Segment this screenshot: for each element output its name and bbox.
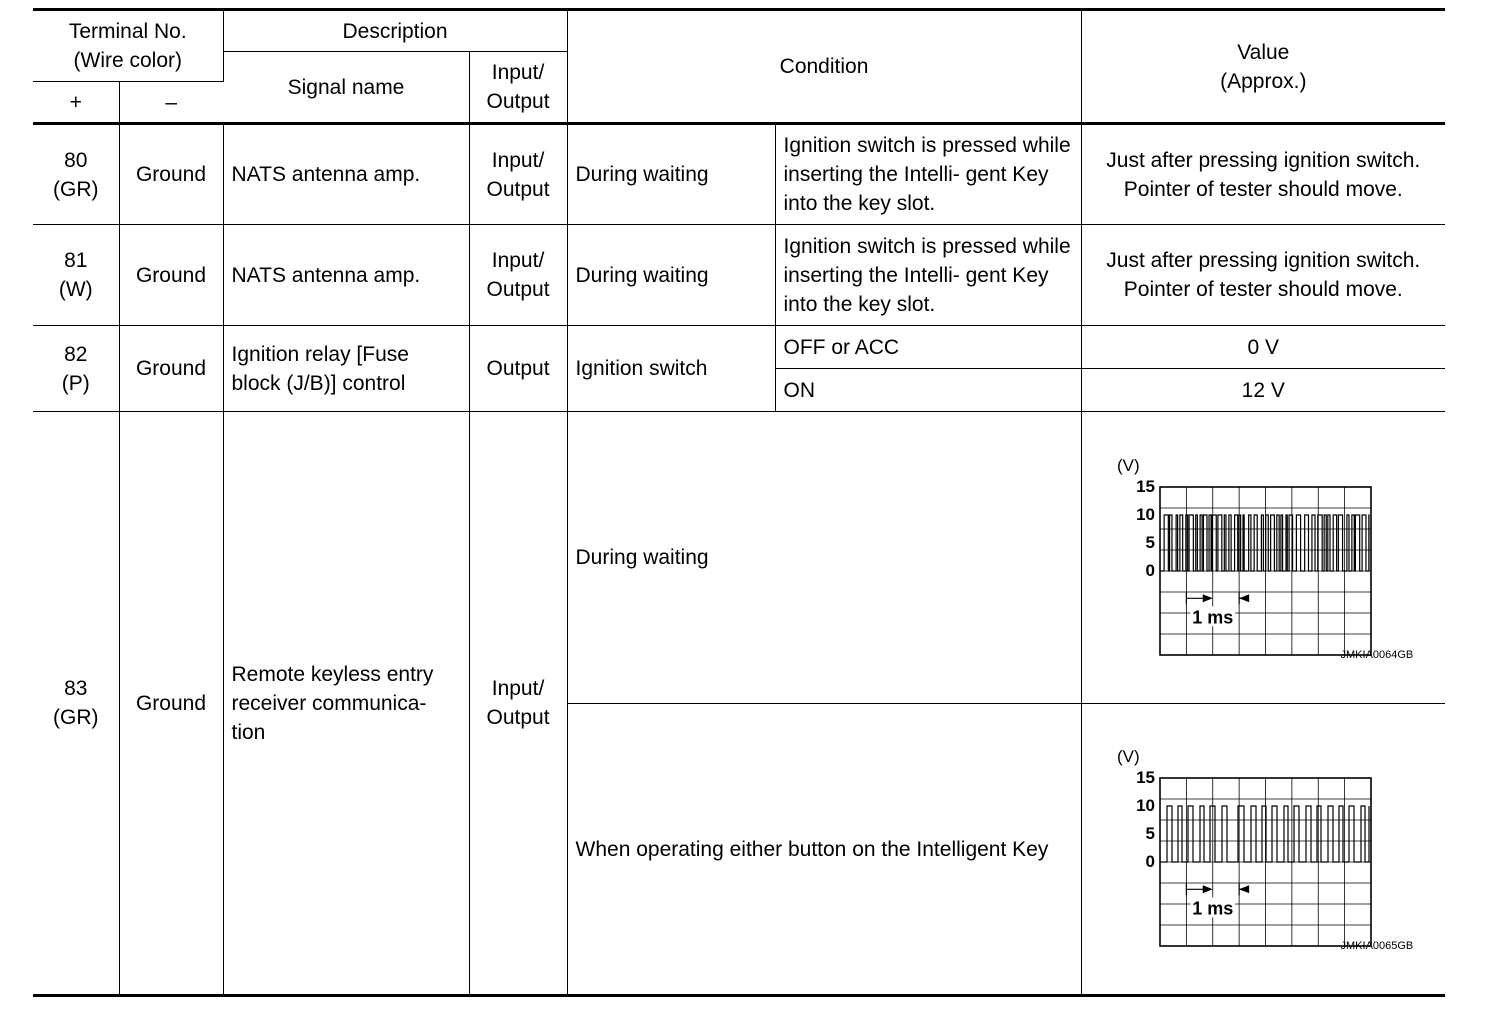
io-cell: Input/ Output — [469, 412, 567, 996]
waveform-chart — [1113, 744, 1413, 954]
wire-color: (GR) — [53, 177, 99, 201]
header-input-output: Input/ Output — [469, 52, 567, 124]
header-value-label: Value — [1237, 40, 1290, 64]
terminal-spec-table — [33, 8, 1445, 997]
y-axis-label: (V) — [1117, 455, 1140, 475]
condition-cell: Ignition switch — [567, 326, 775, 412]
signal-name-cell: NATS antenna amp. — [223, 225, 469, 326]
wire-color: (P) — [61, 371, 90, 395]
y-tick-label: 15 — [1136, 768, 1156, 787]
condition-detail-cell: ON — [775, 369, 1081, 412]
figure-id: JMKIA0064GB — [1340, 648, 1414, 661]
scale-arrowhead — [1203, 594, 1213, 602]
y-tick-label: 0 — [1145, 852, 1156, 871]
condition-detail-cell: Ignition switch is pressed while inserting the Intelli- gent Key into the key slot. — [775, 225, 1081, 326]
time-scale-label: 1 ms — [1192, 606, 1234, 627]
wire-color: (W) — [58, 278, 93, 301]
value-cell: Just after pressing ignition switch. Pointer of tester should move. — [1081, 124, 1445, 225]
table-row — [33, 412, 1445, 704]
header-signal-name: Signal name — [223, 52, 469, 124]
terminal-number: 81 — [64, 249, 88, 272]
condition-cell: During waiting — [567, 412, 1081, 704]
scale-arrowhead — [1203, 885, 1213, 893]
figure-id: JMKIA0065GB — [1340, 940, 1414, 952]
signal-name-cell: NATS antenna amp. — [223, 124, 469, 225]
y-tick-label: 10 — [1136, 504, 1156, 524]
header-description: Description — [223, 10, 567, 52]
header-value — [1081, 10, 1445, 124]
header-terminal-no-label: Terminal No. — [68, 20, 187, 43]
header-wire-color-label: (Wire color) — [73, 49, 182, 72]
value-cell: 12 V — [1081, 369, 1445, 412]
scale-arrowhead — [1239, 885, 1249, 893]
value-cell: Just after pressing ignition switch. Pointer of tester should move. — [1081, 225, 1445, 326]
terminal-number: 83 — [64, 677, 88, 700]
header-condition: Condition — [567, 10, 1081, 124]
y-tick-label: 5 — [1145, 824, 1156, 843]
waveform-figure — [1113, 453, 1413, 663]
time-scale-label: 1 ms — [1192, 898, 1234, 919]
signal-name-cell: Remote keyless entry receiver communica- tion — [223, 412, 469, 996]
header-plus: + — [33, 82, 119, 124]
y-tick-label: 15 — [1136, 476, 1156, 496]
condition-cell: During waiting — [567, 124, 775, 225]
waveform-trace — [1160, 515, 1369, 571]
y-tick-label: 5 — [1145, 532, 1156, 552]
signal-name-cell: Ignition relay [Fuse block (J/B)] control — [223, 326, 469, 412]
table-row — [33, 225, 1445, 326]
y-tick-label: 0 — [1145, 560, 1156, 580]
io-cell: Output — [469, 326, 567, 412]
condition-detail-cell: OFF or ACC — [775, 326, 1081, 369]
header-minus: – — [119, 82, 223, 124]
terminal-cell — [33, 225, 119, 326]
waveform-chart — [1113, 453, 1413, 663]
io-cell: Input/ Output — [469, 124, 567, 225]
wire-color: (GR) — [53, 706, 99, 729]
ground-cell: Ground — [119, 412, 223, 996]
ground-cell: Ground — [119, 225, 223, 326]
terminal-cell — [33, 326, 119, 412]
header-approx-label: (Approx.) — [1220, 69, 1307, 93]
table-row — [33, 124, 1445, 225]
value-cell — [1081, 704, 1445, 996]
value-cell: 0 V — [1081, 326, 1445, 369]
waveform-trace — [1160, 806, 1369, 862]
header-terminal-no — [33, 10, 223, 82]
waveform-figure — [1113, 744, 1413, 954]
value-cell — [1081, 412, 1445, 704]
terminal-number: 82 — [64, 342, 88, 366]
terminal-number: 80 — [64, 148, 88, 172]
condition-cell: When operating either button on the Intelligent Key — [567, 704, 1081, 996]
terminal-cell — [33, 412, 119, 996]
condition-cell: During waiting — [567, 225, 775, 326]
scale-arrowhead — [1239, 594, 1249, 602]
condition-detail-cell: Ignition switch is pressed while inserting the Intelli- gent Key into the key slot. — [775, 124, 1081, 225]
ground-cell: Ground — [119, 326, 223, 412]
terminal-cell — [33, 124, 119, 225]
y-axis-label: (V) — [1117, 747, 1140, 766]
table-row — [33, 326, 1445, 369]
ground-cell: Ground — [119, 124, 223, 225]
y-tick-label: 10 — [1136, 796, 1156, 815]
io-cell: Input/ Output — [469, 225, 567, 326]
